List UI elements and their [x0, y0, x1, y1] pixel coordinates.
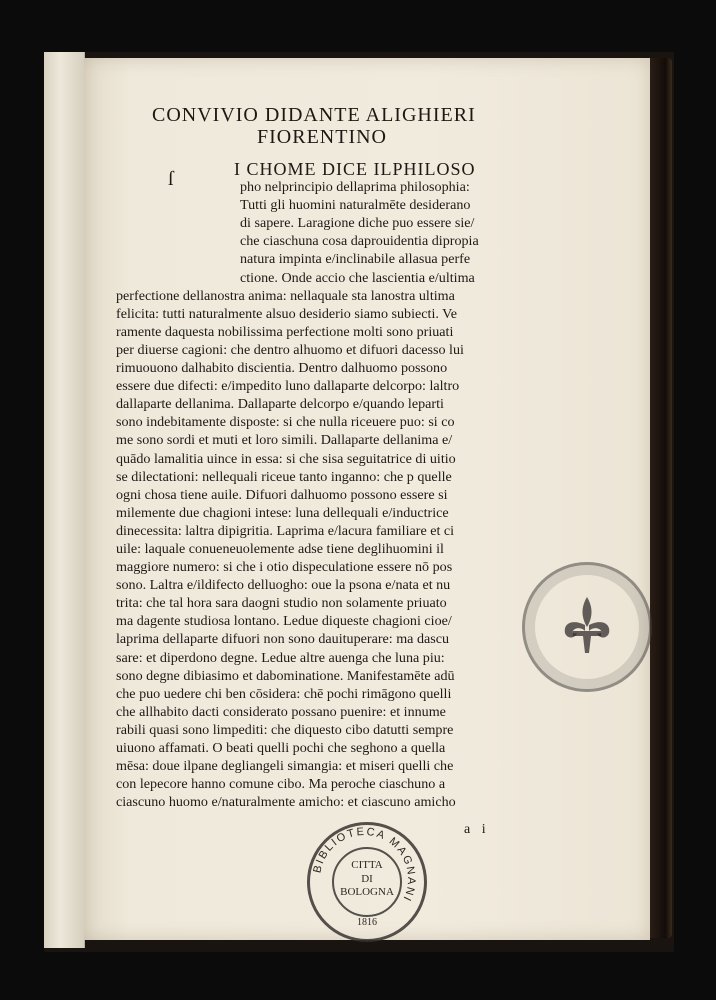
body-line: felicita: tutti naturalmente alsuo desiderio siamo subiecti. Ve [116, 305, 458, 322]
body-line: rabili quasi sono limpediti: che diquesto cibo datutti sempre [116, 721, 454, 738]
body-line: maggiore numero: si che i otio dispeculatione essere nō pos [116, 559, 453, 576]
body-line: essere due difecti: e/impedito luno dallaparte delcorpo: laltro [116, 378, 460, 395]
body-line: ma dagente studiosa lontano. Ledue diqueste chagioni cioe/ [116, 613, 452, 630]
body-line: uile: laquale conueneuolemente adse tiene deglihuomini il [116, 540, 444, 557]
page-gutter [44, 52, 85, 948]
body-line: me sono sordi et muti et loro simili. Dallaparte dellanima e/ [116, 432, 453, 449]
stamp-ring-text: BIBLIOTECA MAGNANI [311, 825, 418, 905]
stamp-year: 1816 [357, 917, 377, 928]
body-line: ctione. Onde accio che lascientia e/ultima [240, 269, 475, 286]
body-line: per diuerse cagioni: che dentro alhuomo et difuori dacesso lui [116, 341, 464, 358]
body-line: ciascuno huomo e/naturalmente amicho: et ciascuno amicho [116, 794, 456, 811]
stamp-center-line-3: BOLOGNA [340, 886, 394, 898]
title-line-1: CONVIVIO DIDANTE ALIGHIERI [152, 104, 476, 126]
body-line: ramente daquesta nobilissima perfectione molti sono priuati [116, 323, 454, 340]
book-cover-edge [650, 58, 672, 938]
body-line: mēsa: doue ilpane degliangeli simangia: et miseri quelli che [116, 758, 454, 775]
body-line: sare: et diperdono degne. Ledue altre auenga che luna piu: [116, 649, 445, 666]
body-line: I CHOME DICE ILPHILOSO [234, 160, 476, 179]
body-line: dallaparte dellanima. Dallaparte delcorpo e/quando leparti [116, 396, 444, 413]
page-title [152, 104, 492, 148]
body-line: pho nelprincipio dellaprima philosophia: [240, 179, 470, 196]
body-line: trita: che tal hora sara daogni studio non solamente priuato [116, 595, 447, 612]
body-line: sono indebitamente disposte: si che nulla riceuere puo: si co [116, 414, 455, 431]
body-line: di sapere. Laragione diche puo essere sie/ [240, 215, 475, 232]
body-line: se dilectationi: nellequali riceue tanto inganno: che p quelle [116, 468, 452, 485]
signature-mark: a i [464, 822, 490, 837]
body-line: Tutti gli huomini naturalmēte desiderano [240, 197, 471, 214]
printer-mark: ſ [168, 168, 174, 190]
body-line: che puo uedere chi ben cōsidera: chē pochi rimāgono quelli [116, 685, 452, 702]
body-line: uiuono affamati. O beati quelli pochi che seghono a quella [116, 740, 446, 756]
body-line: sono degne dibiasimo et dabominatione. Manifestamēte adū [116, 667, 455, 684]
library-stamp [307, 822, 427, 942]
fleur-de-lis-seal-stamp [522, 562, 652, 692]
body-line: ogni chosa tiene auile. Difuori dalhuomo possono essere si [116, 486, 448, 503]
body-line: rimuouono dalhabito discientia. Dentro dalhuomo possono [116, 360, 448, 377]
body-line: che ciaschuna cosa daprouidentia dipropia [240, 233, 479, 250]
body-line: perfectione dellanostra anima: nellaquale sta lanostra ultima [116, 287, 455, 304]
stamp-center-line-1: CITTA [351, 859, 383, 871]
body-line: sono. Laltra e/ildifecto delluogho: oue la psona e/nata et nu [116, 577, 451, 594]
fleur-de-lis-icon [559, 593, 615, 657]
title-line-2: FIORENTINO [257, 126, 387, 148]
body-line: con lepecore hanno comune cibo. Ma peroche ciaschuno a [116, 776, 446, 793]
body-line: milemente due chagioni intese: luna dellequali e/inductrice [116, 504, 449, 521]
stamp-center-line-2: DI [361, 873, 373, 885]
body-line: dinecessita: laltra dipigritia. Laprima e/lacura familiare et ci [116, 522, 455, 539]
body-line: natura impinta e/inclinabile allasua perfe [240, 251, 471, 268]
body-text [116, 160, 522, 811]
body-line: che allhabito dacti considerato possano puenire: et innume [116, 703, 446, 720]
body-line: quādo lamalitia uince in essa: si che sisa seguitatrice di uitio [116, 450, 456, 467]
body-line: laprima dellaparte difuori non sono dauituperare: ma dascu [116, 631, 450, 648]
